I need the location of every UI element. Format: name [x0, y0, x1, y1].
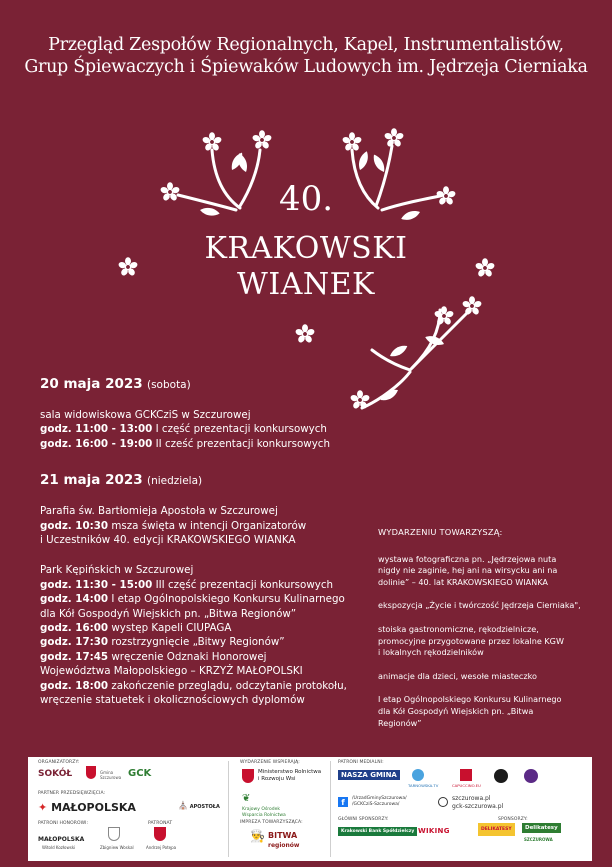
schedule-time: godz. 11:00 - 13:00: [40, 423, 153, 436]
schedule-text-cont: dla Kół Gospodyń Wiejskich pn. „Bitwa Regionów”: [40, 607, 297, 620]
schedule-time: godz. 18:00: [40, 679, 109, 692]
accompanying-item: [378, 554, 593, 589]
accompanying-heading: WYDARZENIU TOWARZYSZĄ:: [378, 527, 503, 537]
capuccino-logo: CAPUCCINO.EU: [452, 783, 481, 788]
media-logo-icon: [524, 769, 538, 783]
coat-of-arms-icon: [108, 827, 120, 841]
sponsors-footer: [28, 757, 592, 861]
malopolska-logo: ✦ MAŁOPOLSKA: [38, 801, 136, 814]
partner-label: PARTNER PRZEDSIĘWZIĘCIA:: [38, 791, 106, 796]
accompanying-text: i lokalnych rękodzielników: [378, 647, 484, 658]
footer-divider: [330, 761, 331, 857]
delikatesy-logo-2-sub: SZCZUROWA: [524, 837, 553, 842]
day-2-venue-church: Parafia św. Bartłomieja Apostoła w Szczurowej: [40, 505, 278, 518]
ministry-text: Ministerstwo Rolnictwa: [258, 769, 322, 775]
accompanying-item: [378, 600, 593, 612]
coat-of-arms-icon: [86, 766, 96, 779]
accompanying-text: dla Kół Gospodyń Wiejskich pn. „Bitwa: [378, 705, 534, 716]
bitwa-logo-sub: regionów: [268, 842, 300, 849]
schedule-time: godz. 11:30 - 15:00: [40, 578, 153, 591]
accompanying-item: [378, 624, 593, 659]
nasza-gmina-logo: NASZA GMINA: [338, 770, 400, 780]
event-title-line-1: KRAKOWSKI: [204, 231, 408, 266]
event-title-line-2: WIANEK: [237, 267, 375, 302]
schedule-item: [40, 635, 370, 649]
media-patrons-label: PATRONI MEDIALNI:: [338, 760, 384, 765]
honorary-patrons-label: PATRONI HONOROWI:: [38, 821, 89, 826]
day-1-heading: [40, 375, 370, 394]
tarnowska-tv-logo: TARNOWSKA.TV: [408, 783, 439, 788]
gck-logo: GCK: [128, 768, 152, 779]
bottom-right-flower-sprig: [362, 310, 470, 408]
kowr-logo: [242, 807, 286, 818]
day-2-heading: [40, 471, 370, 490]
schedule-time: godz. 17:30: [40, 636, 109, 649]
schedule-item: [40, 519, 370, 533]
accompanying-text: animacje dla dzieci, wesołe miasteczko: [378, 670, 537, 681]
schedule-text: III część prezentacji konkursowych: [155, 578, 334, 591]
kowr-icon: ❦: [242, 793, 251, 804]
schedule-item: [40, 679, 370, 693]
day-1-venue: sala widowiskowa GCKCziS w Szczurowej: [40, 409, 251, 421]
day-2-weekday: (niedziela): [146, 475, 203, 488]
delikatesy-logo-1: DELIKATESY: [478, 823, 515, 836]
media-logo-icon: [494, 769, 508, 783]
schedule-text: występ Kapeli CIUPAGA: [111, 622, 232, 635]
kowr-text: Wsparcia Rolnictwa: [242, 812, 286, 818]
day-1-weekday: (sobota): [146, 379, 191, 391]
flower-icon: [252, 130, 272, 150]
facebook-link[interactable]: /GCKCziS-Szczurowa/: [352, 802, 400, 807]
accompanying-text: I etap Ogólnopolskiego Konkursu Kulinarnego: [378, 694, 562, 705]
edition-number: 40.: [278, 179, 334, 219]
schedule-time: godz. 16:00 - 19:00: [40, 437, 153, 450]
title-line-1: Przegląd Zespołów Regionalnych, Kapel, Instrumentalistów,: [48, 35, 564, 55]
gmina-logo-text: Gmina Szczurowa: [100, 770, 122, 780]
accompanying-text: ekspozycja „Życie i twórczość Jędrzeja Cierniaka",: [378, 600, 581, 611]
malopolska-logo-text: MAŁOPOLSKA: [51, 801, 136, 814]
facebook-link[interactable]: /UrzadGminySzczurowa/: [352, 796, 407, 801]
title-line-2: Grup Śpiewaczych i Śpiewaków Ludowych im. Jędrzeja Cierniaka: [24, 57, 588, 77]
bank-logo: Krakowski Bank Spółdzielczy: [338, 827, 417, 836]
website-link[interactable]: gck-szczurowa.pl: [452, 802, 504, 810]
schedule-text: wręczenie Odznaki Honorowej: [111, 650, 267, 663]
sponsors-label: SPONSORZY:: [498, 817, 528, 822]
day-1-date: 20 maja 2023: [40, 376, 143, 392]
accompanying-item: [378, 671, 593, 683]
ministry-text: i Rozwoju Wsi: [258, 776, 296, 782]
accompanying-events: [378, 527, 593, 741]
patronage-name: Andrzej Potępa: [146, 845, 177, 850]
schedule-time: godz. 14:00: [40, 593, 109, 606]
schedule-time: godz. 17:45: [40, 650, 109, 663]
flower-icon: [384, 128, 404, 148]
schedule-item: [40, 650, 370, 664]
footer-divider: [228, 761, 229, 857]
honor-name-2: Zbigniew Woskal: [100, 845, 134, 850]
parish-logo-text: APOSTOŁA: [189, 804, 220, 810]
website-links: [452, 795, 503, 810]
program-schedule: [40, 375, 370, 708]
flower-icon: [434, 306, 454, 326]
schedule-time: godz. 16:00: [40, 622, 109, 635]
schedule-text: msza święta w intencji Organizatorów: [111, 519, 307, 532]
schedule-item: [40, 621, 370, 635]
bitwa-logo: BITWA: [268, 831, 298, 840]
schedule-text: rozstrzygnięcie „Bitwy Regionów”: [111, 636, 285, 649]
schedule-item: [40, 437, 370, 451]
globe-icon: [438, 797, 448, 807]
chef-icon: 👨‍🍳: [250, 829, 265, 843]
accompanying-text: dolinie” – 40. lat KRAKOWSKIEGO WIANKA: [378, 576, 548, 587]
accompanying-item: [378, 694, 593, 729]
tarnowska-tv-icon: [412, 769, 424, 781]
schedule-text: II cześć prezentacji konkursowych: [155, 437, 330, 450]
wiking-logo: WIKING: [418, 827, 450, 835]
schedule-text: zakończenie przeglądu, odczytanie protokołu,: [111, 679, 347, 692]
parish-logo: ⛪ APOSTOŁA: [178, 801, 220, 810]
schedule-item: [40, 578, 370, 592]
schedule-text-cont: i Uczestników 40. edycji KRAKOWSKIEGO WIANKA: [40, 534, 296, 547]
accompanying-text: stoiska gastronomiczne, rękodzielnicze,: [378, 623, 539, 634]
accompanying-event-label: IMPREZA TOWARZYSZĄCA:: [240, 820, 303, 825]
coat-of-arms-icon: [154, 827, 166, 841]
accompanying-text: Regionów”: [378, 717, 422, 728]
organizers-label: ORGANIZATORZY:: [38, 760, 80, 765]
kowr-text: Krajowy Ośrodek: [242, 807, 280, 812]
schedule-item: [40, 592, 370, 606]
day-2-venue-park: Park Kępińskich w Szczurowej: [40, 564, 194, 577]
accompanying-text: promocyjne przygotowane przez lokalne KGW: [378, 635, 564, 646]
accompanying-text: wystawa fotograficzna pn. „Jędrzejowa nuta: [378, 553, 557, 564]
facebook-icon: f: [338, 797, 348, 807]
flower-icon: [295, 324, 315, 344]
schedule-text: I etap Ogólnopolskiego Konkursu Kulinarnego: [111, 593, 345, 606]
capuccino-icon: [460, 769, 472, 781]
eagle-emblem-icon: [242, 769, 254, 783]
sokol-logo: SOKÓŁ: [38, 769, 73, 779]
schedule-text: I część prezentacji konkursowych: [155, 423, 327, 436]
schedule-text-cont: Województwa Małopolskiego – KRZYŻ MAŁOPOLSKI: [40, 665, 303, 678]
main-sponsors-label: GŁÓWNI SPONSORZY:: [338, 817, 389, 822]
honor-logo-1: MAŁOPOLSKA: [38, 836, 85, 843]
schedule-item: [40, 422, 370, 436]
honor-name-1: Witold Kozłowski: [42, 845, 76, 850]
ministry-logo: [258, 769, 321, 783]
support-label: WYDARZENIE WSPIERAJĄ:: [240, 760, 300, 765]
schedule-text-cont: wręczenie statuetek i okolicznościowych dyplomów: [40, 694, 305, 707]
website-link[interactable]: szczurowa.pl: [452, 795, 491, 802]
patronage-label: PATRONAT: [148, 821, 173, 826]
delikatesy-logo-2: Delikatesy: [522, 823, 561, 833]
schedule-time: godz. 10:30: [40, 519, 109, 532]
accompanying-text: nigdy nie zaginie, hej ani na wirsycku ani na: [378, 565, 558, 576]
facebook-links: [352, 796, 407, 808]
day-2-date: 21 maja 2023: [40, 472, 143, 489]
